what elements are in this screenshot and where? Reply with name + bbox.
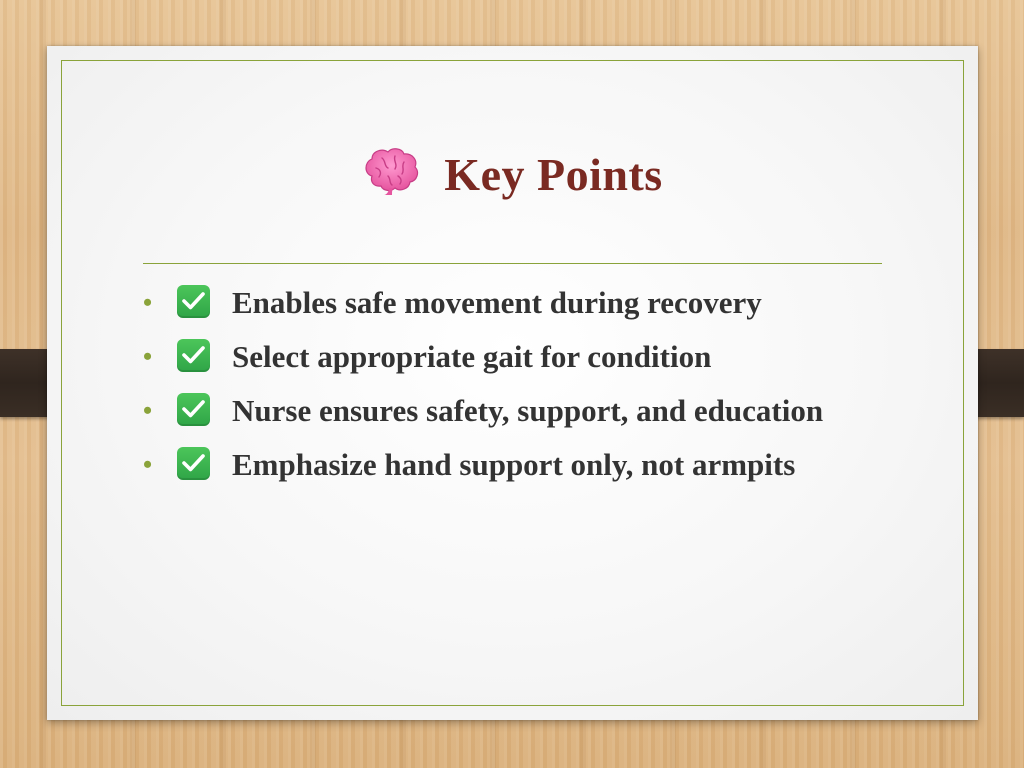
check-mark-button-icon: [177, 339, 210, 372]
bullet-dot: •: [143, 342, 153, 371]
bullet-item: [47, 336, 978, 378]
bullet-text: Select appropriate gait for condition: [232, 339, 712, 374]
bullet-dot: •: [143, 288, 153, 317]
bullet-item: [47, 444, 978, 486]
bullet-item: [47, 282, 978, 324]
bullet-text: Emphasize hand support only, not armpits: [232, 447, 796, 482]
brain-icon: [362, 146, 420, 207]
title-divider: [143, 263, 882, 264]
bullet-text: Nurse ensures safety, support, and education: [232, 393, 824, 428]
slide-card: [47, 46, 978, 720]
bullet-dot: •: [143, 396, 153, 425]
bullet-text: Enables safe movement during recovery: [232, 285, 762, 320]
title-text: Key Points: [444, 149, 663, 200]
bullet-dot: •: [143, 450, 153, 479]
slide-title: [47, 146, 978, 207]
check-mark-button-icon: [177, 393, 210, 426]
check-mark-button-icon: [177, 447, 210, 480]
bullet-item: [47, 390, 978, 432]
bullet-list: [47, 282, 978, 498]
check-mark-button-icon: [177, 285, 210, 318]
